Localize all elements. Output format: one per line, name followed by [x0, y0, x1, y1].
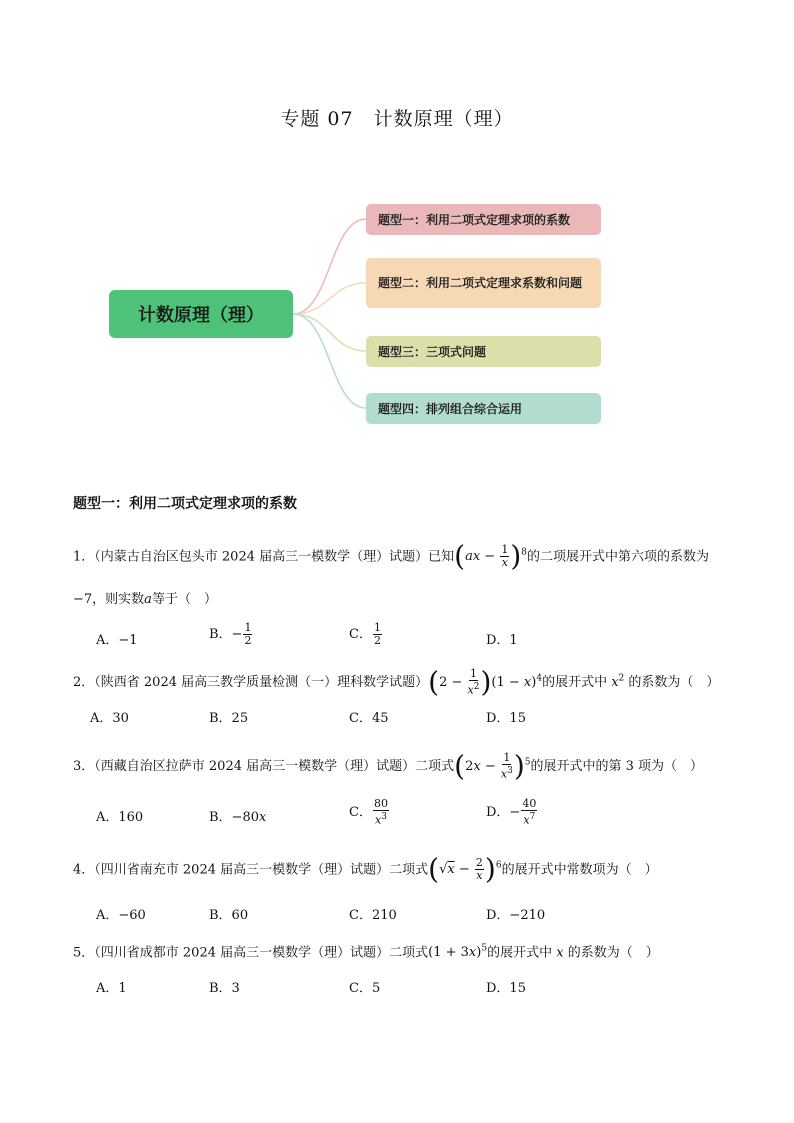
q5-option-d: D．15	[486, 981, 526, 996]
q4-option-d: D．−210	[486, 908, 546, 923]
connector-4	[293, 314, 366, 408]
formula-q3: (2x − $\frac{1}{x^3}$ )$^5$	[454, 749, 531, 783]
q5-option-b: B．3	[209, 981, 240, 996]
q1-option-d: D．1	[486, 633, 518, 648]
q5-option-a: A．1	[96, 981, 127, 996]
formula-q2: (2 − $\frac{1}{x^2}$ )$(1 - x)^4$	[428, 665, 543, 699]
q4-option-c: C．210	[349, 908, 397, 923]
q1-option-c: C． $\frac{1}{2}$	[349, 621, 381, 647]
question-1-line2: −7，则实数a等于（ ）	[73, 592, 217, 607]
formula-q4: (√x − $\frac{2}{x}$ )$^6$	[428, 852, 502, 886]
q4-option-b: B．60	[209, 908, 249, 923]
question-5: 5．（四川省成都市 2024 届高三一模数学（理）试题）二项式$(1 + 3x)^5$的展开式中 x 的系数为（ ）	[73, 944, 659, 961]
question-4: 4．（四川省南充市 2024 届高三一模数学（理）试题）二项式(√x − $\frac{2}{x}$ )$^6$的展开式中常数项为（ ）	[73, 852, 658, 886]
q3-option-c: C． $\frac{80}{x^3}$	[349, 797, 388, 827]
question-2: 2．（陕西省 2024 届高三教学质量检测（一）理科数学试题）(2 − $\frac{1}{x^2}$ )$(1 - x)^4$的展开式中 $x^2$ 的系数为（ ）	[73, 665, 720, 699]
formula-q1: (ax − $\frac{1}{x}$ )$^8$	[454, 539, 528, 573]
section-heading: 题型一：利用二项式定理求项的系数	[73, 496, 297, 512]
q2-option-a: A．30	[90, 711, 129, 726]
q5-option-c: C．5	[349, 981, 381, 996]
mindmap-branch-2: 题型二：利用二项式定理求系数和问题	[366, 258, 601, 308]
formula-q5: $(1 + 3x)^5$	[428, 944, 488, 961]
q2-option-c: C．45	[349, 711, 389, 726]
q4-option-a: A．−60	[96, 908, 146, 923]
mindmap-branch-3: 题型三：三项式问题	[366, 336, 601, 367]
q3-option-b: B．−80x	[209, 810, 267, 825]
q3-option-a: A．160	[96, 810, 144, 825]
q2-option-d: D．15	[486, 711, 526, 726]
q3-option-d: D．− $\frac{40}{x^7}$	[486, 797, 537, 827]
page-title: 专题 07 计数原理（理）	[280, 108, 514, 130]
mindmap-root: 计数原理（理）	[109, 290, 293, 338]
question-3: 3．（西藏自治区拉萨市 2024 届高三一模数学（理）试题）二项式(2x − $\frac{1}{x^3}$ )$^5$的展开式中的第 3 项为（ ）	[73, 749, 704, 783]
question-1: 1．（内蒙古自治区包头市 2024 届高三一模数学（理）试题）已知(ax − $\frac{1}{x}$ )$^8$的二项展开式中第六项的系数为	[73, 539, 710, 573]
q2-option-b: B．25	[209, 711, 249, 726]
q1-option-b: B．− $\frac{1}{2}$	[209, 621, 252, 647]
connector-3	[293, 314, 366, 351]
connector-2	[293, 283, 366, 314]
mindmap-branch-4: 题型四：排列组合综合运用	[366, 393, 601, 424]
mindmap-branch-1: 题型一：利用二项式定理求项的系数	[366, 204, 601, 235]
q1-option-a: A．−1	[96, 633, 138, 648]
